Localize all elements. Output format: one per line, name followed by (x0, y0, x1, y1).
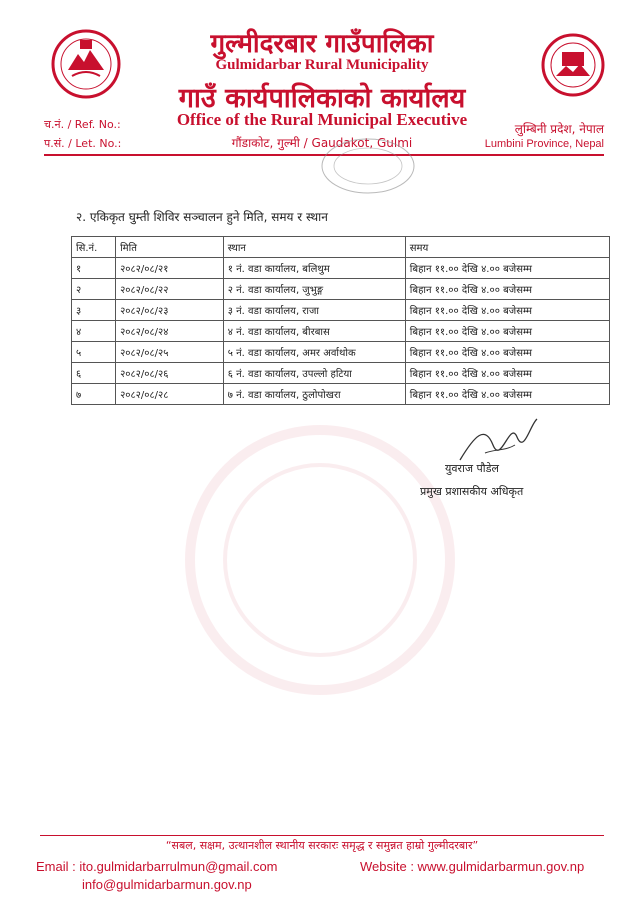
cell-serial: ७ (72, 384, 116, 405)
cell-time: बिहान ११.०० देखि ४.०० बजेसम्म (405, 300, 609, 321)
cell-place: ४ नं. वडा कार्यालय, बीरबास (223, 321, 405, 342)
office-name-en: Office of the Rural Municipal Executive (176, 110, 468, 129)
cell-date: २०८२/०८/२१ (116, 258, 224, 279)
cell-serial: ४ (72, 321, 116, 342)
table-row (72, 384, 610, 405)
province-np: लुम्बिनी प्रदेश, नेपाल (514, 122, 604, 136)
section-title: २. एकिकृत घुम्ती शिविर सञ्चालन हुने मिति, समय र स्थान (76, 210, 328, 224)
table-row (72, 300, 610, 321)
table-row (72, 258, 610, 279)
footer-email-secondary[interactable]: info@gulmidarbarmun.gov.np (82, 877, 252, 892)
cell-place: १ नं. वडा कार्यालय, बलिथुम (223, 258, 405, 279)
table-row (72, 321, 610, 342)
signatory-name: युवराज पौडेल (445, 462, 499, 475)
cell-place: ७ नं. वडा कार्यालय, ठुलोपोखरा (223, 384, 405, 405)
cell-place: २ नं. वडा कार्यालय, जुभुङ्ग (223, 279, 405, 300)
cell-time: बिहान ११.०० देखि ४.०० बजेसम्म (405, 363, 609, 384)
signatory-title: प्रमुख प्रशासकीय अधिकृत (420, 485, 524, 498)
cell-time: बिहान ११.०० देखि ४.०० बजेसम्म (405, 342, 609, 363)
footer-slogan: “सबल, सक्षम, उत्थानशील स्थानीय सरकारः समृद्ध र समुन्नत हाम्रो गुल्मीदरबार” (165, 839, 479, 852)
ref-no-label: च.नं. / Ref. No.: (44, 118, 121, 131)
office-address: गौंडाकोट, गुल्मी / Gaudakot, Gulmi (231, 136, 413, 150)
cell-date: २०८२/०८/२२ (116, 279, 224, 300)
cell-place: ३ नं. वडा कार्यालय, राजा (223, 300, 405, 321)
watermark-seal-icon (180, 420, 460, 704)
table-row (72, 279, 610, 300)
cell-date: २०८२/०८/२८ (116, 384, 224, 405)
cell-serial: ३ (72, 300, 116, 321)
camp-schedule-table (71, 236, 610, 405)
col-header-serial: सि.नं. (72, 237, 116, 258)
office-stamp-icon (318, 135, 418, 201)
cell-serial: ५ (72, 342, 116, 363)
col-header-date: मिति (116, 237, 224, 258)
cell-time: बिहान ११.०० देखि ४.०० बजेसम्म (405, 258, 609, 279)
cell-place: ६ नं. वडा कार्यालय, उपल्लो हटिया (223, 363, 405, 384)
cell-time: बिहान ११.०० देखि ४.०० बजेसम्म (405, 321, 609, 342)
cell-date: २०८२/०८/२४ (116, 321, 224, 342)
municipality-name-en: Gulmidarbar Rural Municipality (215, 57, 429, 73)
cell-serial: २ (72, 279, 116, 300)
col-header-place: स्थान (223, 237, 405, 258)
cell-serial: ६ (72, 363, 116, 384)
municipality-name-np: गुल्मीदरबार गाउँपालिका (210, 29, 434, 59)
province-en: Lumbini Province, Nepal (484, 138, 604, 150)
table-header-row (72, 237, 610, 258)
table-row (72, 342, 610, 363)
cell-time: बिहान ११.०० देखि ४.०० बजेसम्म (405, 384, 609, 405)
cell-date: २०८२/०८/२५ (116, 342, 224, 363)
let-no-label: प.सं. / Let. No.: (44, 137, 122, 150)
cell-date: २०८२/०८/२६ (116, 363, 224, 384)
cell-date: २०८२/०८/२३ (116, 300, 224, 321)
office-name-np: गाउँ कार्यपालिकाको कार्यालय (178, 83, 466, 114)
footer-divider (40, 835, 604, 836)
footer-website-link[interactable]: Website : www.gulmidarbarmun.gov.np (360, 859, 585, 874)
table-row (72, 363, 610, 384)
cell-place: ५ नं. वडा कार्यालय, अमर अर्वाथोक (223, 342, 405, 363)
col-header-time: समय (405, 237, 609, 258)
cell-time: बिहान ११.०० देखि ४.०० बजेसम्म (405, 279, 609, 300)
cell-serial: १ (72, 258, 116, 279)
footer-email-primary[interactable]: Email : ito.gulmidarbarrulmun@gmail.com (36, 859, 278, 874)
